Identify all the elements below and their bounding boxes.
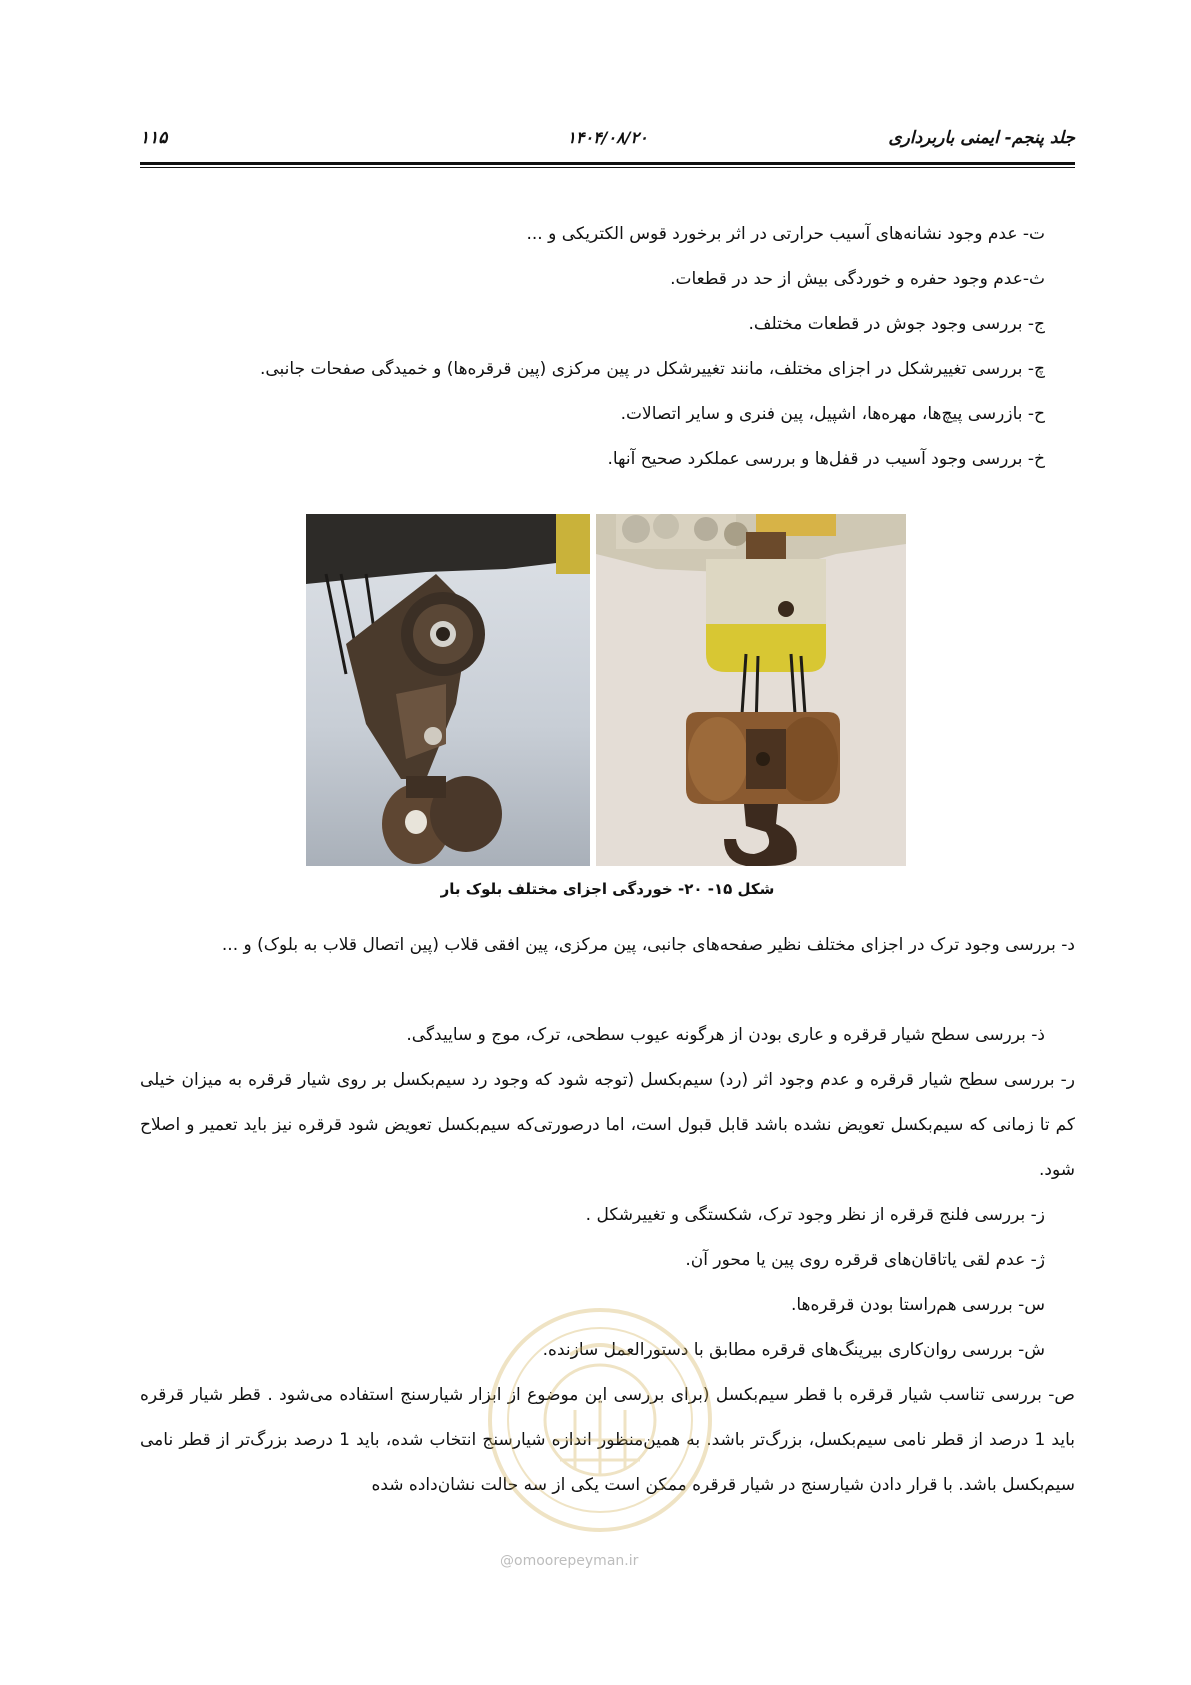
page-number: ۱۱۵ bbox=[140, 128, 168, 148]
list-item: ت- عدم وجود نشانه‌های آسیب حرارتی در اثر برخورد قوس الکتریکی و ... bbox=[526, 224, 1045, 244]
header-rule-thin bbox=[140, 167, 1075, 168]
header-rule-thick bbox=[140, 162, 1075, 165]
watermark-logo bbox=[480, 1300, 720, 1540]
paragraph-r bbox=[140, 1058, 1075, 1193]
item-z1 bbox=[140, 1013, 1075, 1058]
list-item: ش- بررسی روان‌کاری بیرینگ‌های قرقره مطابق با دستورالعمل سازنده. bbox=[542, 1340, 1045, 1360]
figure-caption: شکل ۱۵- ۲۰- خوردگی اجزای مختلف بلوک بار bbox=[440, 880, 775, 898]
paragraph-text: د- بررسی وجود ترک در اجزای مختلف نظیر صفحه‌های جانبی، پین مرکزی، پین افقی قلاب (پین اتصال قلاب به بلوک) و ... bbox=[221, 935, 1075, 955]
paragraph-d bbox=[140, 923, 1075, 968]
list-item: ث-عدم وجود حفره و خوردگی بیش از حد در قطعات. bbox=[670, 269, 1045, 289]
list-item: ز- بررسی فلنج قرقره از نظر وجود ترک، شکستگی و تغییرشکل . bbox=[585, 1205, 1045, 1225]
list-item: ژ- عدم لقی یاتاقان‌های قرقره روی پین یا محور آن. bbox=[685, 1250, 1045, 1270]
list-item: س- بررسی هم‌راستا بودن قرقره‌ها. bbox=[790, 1295, 1045, 1315]
header-date: ۱۴۰۴/۰۸/۲۰ bbox=[567, 128, 648, 147]
figure-photo-left bbox=[306, 514, 590, 866]
figure-photo-right bbox=[596, 514, 906, 866]
header-title: جلد پنجم- ایمنی باربرداری bbox=[888, 128, 1075, 148]
paragraph-text: ر- بررسی سطح شیار قرقره و عدم وجود اثر (رد) سیم‌بکسل (توجه شود که وجود رد سیم‌بکسل بر روی شیار قرقره به میزان خیلی کم تا زمانی که سیم‌بکسل تعویض نشده باشد قابل قبول است، اما درصورتی‌که سیم‌بکسل تعویض شود قرقره نیز باید تعمیر و اصلاح شود. bbox=[140, 1070, 1075, 1180]
list-item: ح- بازرسی پیچ‌ها، مهره‌ها، اشپیل، پین فنری و سایر اتصالات. bbox=[620, 404, 1045, 424]
paragraph-text: ص- بررسی تناسب شیار قرقره با قطر سیم‌بکسل (برای بررسی این موضوع از ابزار شیارسنج استفاده می‌شود . قطر شیار قرقره باید 1 درصد از قطر نامی سیم‌بکسل، بزرگ‌تر باشد. به همین‌منظور اندازه شیارسنج انتخاب شده، باید 1 درصد بزرگ‌تر از قطر نامی سیم‌بکسل باشد. با قرار دادن شیارسنج در شیار قرقره ممکن است یکی از سه حالت نشان‌داده شده bbox=[140, 1385, 1075, 1495]
list-item: ج- بررسی وجود جوش در قطعات مختلف. bbox=[748, 314, 1045, 334]
list-item: خ- بررسی وجود آسیب در قفل‌ها و بررسی عملکرد صحیح آنها. bbox=[607, 449, 1045, 469]
page-header bbox=[140, 128, 1075, 154]
watermark-url: @omoorepeyman.ir bbox=[500, 1553, 639, 1569]
list-item: ذ- بررسی سطح شیار قرقره و عاری بودن از هرگونه عیوب سطحی، ترک، موج و ساییدگی. bbox=[406, 1025, 1045, 1045]
checklist-top bbox=[140, 212, 1075, 482]
list-item: چ- بررسی تغییرشکل در اجزای مختلف، مانند تغییرشکل در پین مرکزی (پین قرقره‌ها) و خمیدگی صفحات جانبی. bbox=[259, 359, 1045, 379]
